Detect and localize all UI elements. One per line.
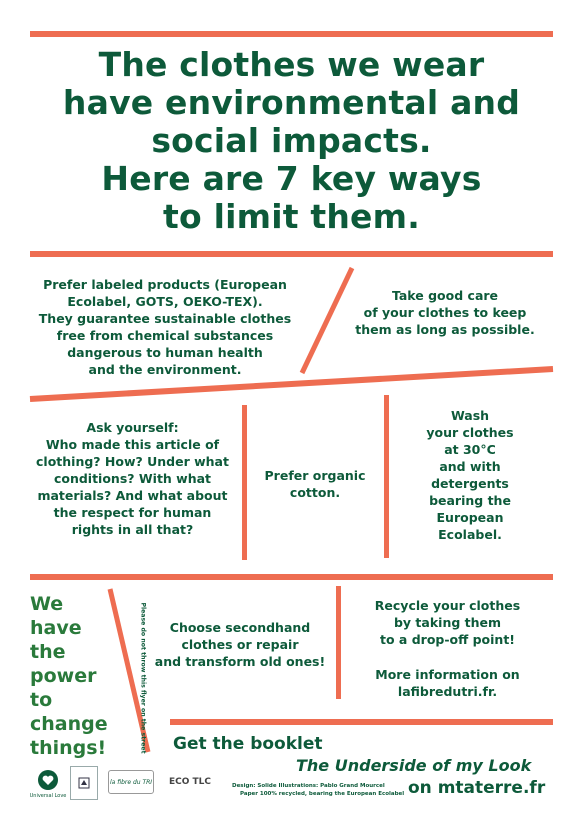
- more-info-link[interactable]: lafibredutri.fr.: [397, 684, 498, 699]
- tip-line: materials? And what about: [37, 488, 228, 503]
- tip-line: by taking them: [393, 615, 502, 630]
- tip-line: They guarantee sustainable clothes: [38, 311, 292, 326]
- tip-line: European: [436, 510, 504, 525]
- tip-line: to a drop-off point!: [380, 632, 515, 647]
- seal-icon: [77, 776, 91, 790]
- fibre-du-tri-logo: [108, 770, 154, 794]
- tip-line: and the environment.: [88, 362, 242, 377]
- tip-recycle: [350, 597, 545, 648]
- tip-line: of your clothes to keep: [363, 305, 527, 320]
- power-line: have: [30, 617, 82, 639]
- tip-line: Recycle your clothes: [374, 598, 521, 613]
- booklet-url[interactable]: on mtaterre.fr: [408, 778, 546, 798]
- more-info-line: More information on: [375, 667, 520, 682]
- tip-line: conditions? With what: [53, 471, 212, 486]
- tip-ask-yourself: [30, 419, 235, 538]
- vertical-note-text: Please do not throw this flyer on the street: [139, 601, 147, 754]
- tip-line: Ecolabel.: [438, 527, 502, 542]
- tip-line: cotton.: [289, 485, 341, 500]
- tip-organic-cotton: [250, 467, 380, 501]
- tip-line: free from chemical substances: [56, 328, 274, 343]
- more-info: [350, 666, 545, 700]
- tip-line: Wash: [450, 408, 490, 423]
- booklet-title: The Underside of my Look: [296, 756, 532, 775]
- fibre-du-tri-label: la fibre du TRI: [109, 778, 153, 786]
- tip-wash: [395, 407, 545, 543]
- tip-secondhand: [150, 619, 330, 670]
- tip-line: dangerous to human health: [67, 345, 263, 360]
- booklet-heading: Get the booklet: [173, 734, 323, 754]
- ecotlc-logo: [160, 774, 220, 790]
- page-title: [30, 46, 553, 236]
- universal-love-label: Universal Love: [29, 793, 67, 799]
- agency-logo: [70, 766, 98, 800]
- credits-line-1: Design: Solide Illustrations: Pablo Grand Mourcel: [232, 783, 385, 789]
- power-statement: [30, 592, 108, 760]
- title-line: social impacts.: [151, 121, 432, 160]
- vertical-note: [137, 601, 149, 754]
- power-line: power: [30, 665, 97, 687]
- title-line: have environmental and: [62, 83, 521, 122]
- tip-line: Who made this article of: [45, 437, 220, 452]
- heart-icon: [37, 769, 59, 791]
- power-line: things!: [30, 737, 107, 759]
- tip-line: Choose secondhand: [169, 620, 311, 635]
- universal-love-logo: [28, 764, 68, 804]
- tip-take-care: [345, 287, 545, 338]
- tip-line: clothes or repair: [181, 637, 299, 652]
- tip-line: at 30°C: [444, 442, 496, 457]
- title-line: The clothes we wear: [98, 45, 485, 84]
- power-line: change: [30, 713, 108, 735]
- tip-line: Prefer organic: [264, 468, 366, 483]
- title-line: Here are 7 key ways: [101, 159, 482, 198]
- ecotlc-label: ECO TLC: [168, 777, 212, 787]
- tip-line: and transform old ones!: [154, 654, 326, 669]
- tip-line: them as long as possible.: [355, 322, 535, 337]
- tip-line: Ecolabel, GOTS, OEKO-TEX).: [67, 294, 263, 309]
- tip-line: bearing the: [429, 493, 511, 508]
- credits-line-2: Paper 100% recycled, bearing the European Ecolabel: [240, 791, 405, 797]
- tip-line: Ask yourself:: [86, 420, 179, 435]
- power-line: We: [30, 593, 64, 615]
- power-line: to: [30, 689, 53, 711]
- tip-labeled-products: [30, 276, 300, 378]
- tip-line: rights in all that?: [71, 522, 194, 537]
- title-line: to limit them.: [163, 197, 420, 236]
- tip-line: your clothes: [426, 425, 514, 440]
- power-line: the: [30, 641, 66, 663]
- tip-line: Take good care: [391, 288, 499, 303]
- tip-line: and with: [439, 459, 501, 474]
- tip-line: clothing? How? Under what: [36, 454, 229, 469]
- tip-line: Prefer labeled products (European: [43, 277, 287, 292]
- tip-line: the respect for human: [53, 505, 212, 520]
- tip-line: detergents: [431, 476, 509, 491]
